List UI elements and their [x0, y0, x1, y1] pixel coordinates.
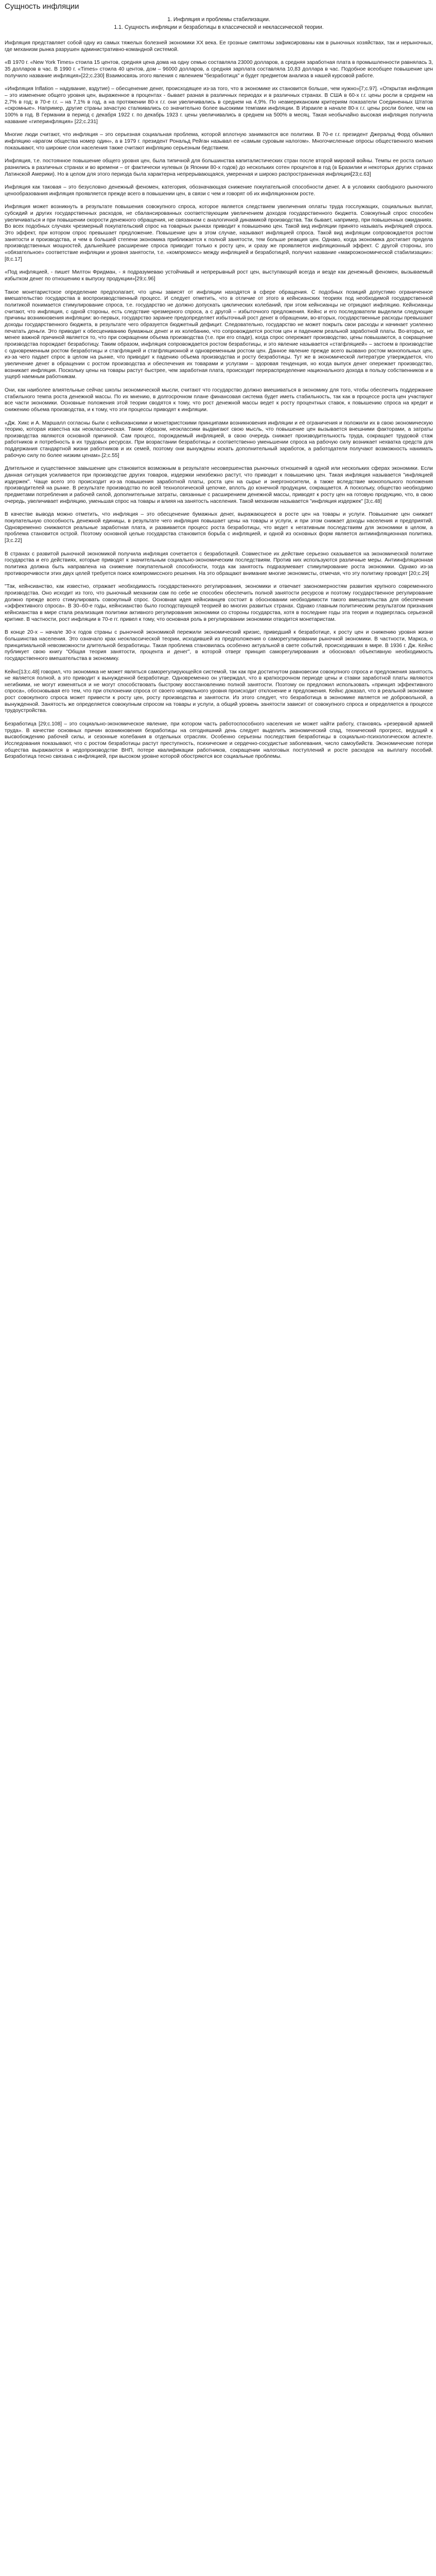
subsection-heading: 1.1. Сущность инфляции и безработицы в классической и неклассической теории.: [114, 24, 324, 30]
paragraph: «В 1970 г. «New York Times» стоила 15 центов, средняя цена дома на одну семью составляла 23000 долларов, а средняя заработная плата в промышленности равнялась 3, 35 долларов в час. В 1990 г. «Times» стоила 40 центов, дом – 96000 долларов, а средняя зарплата составляла 10,83 доллара в час. Подобное всеобщее повышение цен получило название инфляция»[22;с.230] Взаимосвязь этого явления с явлением "безработица" и будет предметом анализа в нашей курсовой работе.: [5, 60, 433, 79]
paragraph: Инфляция, т.е. постоянное повышение общего уровня цен, была типичной для большинства капиталистических стран после второй мировой войны. Темпы ее роста сильно разнились в различных странах и во времени – от фактически нулевых (в Японии 80-х годов) до нескольких сотен процентов в год (в Бразилии и некоторых других странах Латинской Америки). Но в целом для этого периода была характерна непрерывающаяся, умеренная и широко распространенная инфляция[23;с.63]: [5, 158, 433, 177]
paragraph: «Дж. Хикс и А. Маршалл согласны были с кейнсианскими и монетаристскими принципами возникновения инфляции и её ограничения и положили их в свою экономическую теорию, которая известна как неоклассическая. Таким образом, неоклассики выдвигают свою мысль, что повышение цен вызывается внешними факторами, а затраты производства являются основной причиной. Сам процесс, порождаемый инфляцией, в свою очередь снижает производительность труда, сокращает трудовой стаж работников и потребность в их трудовых ресурсах. При возрастании безработицы и соответственно уменьшении спроса на рабочую силу возникает нехватка средств для поддержания стандартной жизни работников и их семей, поэтому они вынуждены искать дополнительный заработок, а работодатели получают возможность нанимать рабочую силу по более низким ценам».[2;с.55]: [5, 420, 433, 459]
paragraph: В конце 20-х – начале 30-х годов страны с рыночной экономикой пережили экономический кризис, приведший к безработице, к росту цен и снижению уровня жизни большинства населения. Это означало крах неоклассической теории, исходившей из предположения о саморегулировании рыночной экономики. В частности, Маркса, о принципиальной невозможности длительной безработицы. Такая проблема становилась особенно актуальной в свете событий, происходивших в мире. В 1936 г. Дж. Кейнс публикует свою книгу "Общая теория занятости, процента и денег", в которой отверг принцип саморегулирования и обосновал объективную необходимость государственного вмешательства в экономику.: [5, 630, 433, 662]
section-heading: 1. Инфляция и проблемы стабилизации.: [167, 16, 270, 23]
page-title: Сущность инфляции: [5, 2, 79, 11]
paragraph: «Под инфляцией, - пишет Милтон Фридман, - я подразумеваю устойчивый и непрерывный рост цен, выступающий всегда и везде как денежный феномен, вызываемый избытком денег по отношению к выпуску продукции»[29;с.96]: [5, 269, 433, 282]
paragraph: Инфляция может возникнуть в результате повышения совокупного спроса, которое является следствием увеличения оплаты труда госслужащих, социальных выплат, субсидий и других государственных расходов, не сбалансированных соответствующим увеличением доходов государственного бюджета. Совокупный спрос способен увеличиваться и при повышении скорости денежного обращения, не связанном с аналогичной динамикой производства. Так бывает, например, при повышенных ожиданиях. Во всех подобных случаях чрезмерный покупательский спрос на товарных рынках приводит к повышению цен. Такой вид инфляции принято называть инфляцией спроса. Это эффект, при котором спрос превышает предложение. Повышение цен в этом случае, называют инфляцией спроса. Такой вид инфляции сопровождается ростом занятости и производства, и чем в большей степени экономика приближается к полной занятости, тем больше реакция цен. Однако, когда экономика достигает предела производственных мощностей, дальнейшее расширение спроса приводит только к росту цен, и сразу же проявляется инфляционный эффект. С другой стороны, это «обязательное» соответствие инфляции и уровня занятости, т.е. «компромисс» между инфляцией и безработицей, получил название «макроэкономической стабилизации»:[8;с.17]: [5, 204, 433, 262]
paragraph: Такое монетаристское определение предполагает, что цены зависят от инфляции находятся в сфере обращения. С подобных позиций допустимо ограниченное вмешательство государства в воспроизводственный процесс. И следует отметить, что в отличие от этого в кейнсианских теориях под необходимой государственной политикой понимается стимулирование спроса, т.е. государство не должно допускать циклических колебаний, при этом кейнсианцы не отрицают инфляцию. Кейнсианцы считают, что инфляция, с одной стороны, есть следствие чрезмерного спроса, а с другой – избыточного предложения. Кейнс и его последователи выделили следующие причины возникновения инфляции: во-первых, государство заранее предопределяет избыточный рост денег в обращении, во-вторых, государственные расходы превышают доходы государственного бюджета, в результате чего образуется бюджетный дефицит. Следовательно, государство не может покрыть свои расходы и начинает усиленно печатать деньги. Это приводит к обесцениванию бумажных денег и их колебанию, что сопровождается ростом цен и падением реальной заработной платы. Во-вторых, не менее важной причиной является то, что при сокращении объема производства (т.е. при его спаде), когда спрос опережает производство, цены повышаются, а сокращение производства порождает безработицу. Таким образом, инфляция сопровождается ростом безработицы, и это явление называется «стагфляцией» – застоем в производстве с одновременным ростом безработицы и стагфляцией и стагфляционной и одновременным ростом цен. Данное явление прежде всего вызвано ростом монопольных цен, из-за чего падает спрос в целом на рынке, что приводит к падению объема производства и росту безработицы. Тут же в экономической литературе утверждается, что увеличение денег в обращении с ростом производства и обеспечения их товарами и услугами – здоровая тенденция, но когда выпуск денег опережает производство, возникает инфляция. Поскольку цены на товары растут быстрее, чем заработная плата, происходит перераспределение национального дохода в пользу собственников и в ущерб наемным работникам.: [5, 289, 433, 380]
paragraph: Безработица [29;с.108] – это социально-экономическое явление, при котором часть работоспособного населения не может найти работу, становясь «резервной армией труда». В качестве основных причин возникновения безработицы на сегодняшний день следует выделить экономический спад, технический прогресс, ведущий к высвобождению рабочей силы, и сезонные колебания в отдельных отраслях. Особенно серьезны последствия безработицы в социально-психологическом аспекте. Исследования показывают, что с ростом безработицы растут преступность, психические и сердечно-сосудистые заболевания, число самоубийств. Экономические потери общества выражаются в недопроизводстве ВНП, потере квалификации работников, сокращении налоговых поступлений и росте расходов на выплату пособий. Безработица тесно связана с инфляцией, при высоком уровне которой обостряются все социальные проблемы.: [5, 721, 433, 760]
paragraph: Многие люди считают, что инфляция – это серьезная социальная проблема, которой вплотную занимаются все политики. В 70-е г.г. президент Джеральд Форд объявил инфляцию «врагом общества номер один», а в 1979 г. президент Рональд Рейган называл ее «самым суровым налогом». Многочисленные опросы общественного мнения показывают, что широкие слои населения также считают инфляцию серьезным бедствием.: [5, 132, 433, 151]
paragraph: Инфляция как таковая – это безусловно денежный феномен, категория, обозначающая снижение покупательной способности денег. А в условиях свободного рыночного ценообразования инфляция проявляется прежде всего в повышении цен, в связи с чем и говорят об их инфляционном росте.: [5, 184, 433, 197]
paragraph: В странах с развитой рыночной экономикой получила инфляция сочетается с безработицей. Совместное их действие серьезно сказывается на экономической политике государства и его действиях, которые приводят к значительным социально-экономическим последствиям. Против них используются различные меры. Антиинфляционная политика должна быть направлена на снижение покупательной способности, тогда как занятость подразумевает стимулирование роста экономики. Однако из-за противоречивости этих двух целей требуется поиск компромиссного решения. На это обращают внимание многие экономисты, отмечая, что эту политику проводят [20;с.29]: [5, 551, 433, 577]
paragraph: В качестве вывода можно отметить, что инфляция – это обесценение бумажных денег, выражающееся в росте цен на товары и услуги. Повышение цен снижает покупательную способность денежной единицы, в результате чего инфляция повышает цены на товары и услуги, и при этом снижает доходы населения и предприятий. Одновременно снижаются реальные заработная плата, и развивается процесс роста безработицы, что ведет к негативным последствиям для экономики в целом, а проблема становится острой. Поэтому основной целью государства становится борьба с инфляцией, и одной из основных форм является антиинфляционная политика.[3;с.22]: [5, 512, 433, 544]
paragraph: Кейнс[13;с.48] говорил, что экономика не может являться саморегулирующейся системой, так как при достигнутом равновесии совокупного спроса и предложения занятость не является полной, а это приводит к вынужденной безработице. Одновременно он утверждал, что в краткосрочном периоде цены и ставки заработной платы являются негибкими, не могут изменяться и не могут способствовать быстрому восстановлению полной занятости. Поэтому он предложил использовать «принцип эффективного спроса», обосновывая его тем, что при отклонении спроса от своего нормального уровня происходит отклонение и предложения. Кейнс доказал, что в реальной экономике рост совокупного спроса может привести к росту цен, росту производства и занятости. Из этого следует, что безработица в экономике является не добровольной, а вынужденной. Занятость же определяется совокупным спросом на товары и услуги, а общий уровень занятости зависит от совокупного спроса и определяется в процессе трудоустройства.: [5, 669, 433, 714]
paragraph: Они, как наиболее влиятельные сейчас школы экономической мысли, считают что государство должно вмешиваться в экономику для того, чтобы обеспечить поддержание стабильного темпа роста денежной массы. По их мнению, в долгосрочном плане финансовая система будет иметь стабильность, так как в процессе роста цен участвуют все части экономики. Основные положения этой теории сводятся к тому, что рост денежной массы ведет к росту процентных ставок, к повышению спроса на кредит и снижению объема производства, и к тому, что эти процессы приводят к инфляции.: [5, 387, 433, 413]
paragraph: «Инфляция Inflation – надувание, вздутие) – обесценение денег, происходящее из-за того, что в экономике их становится больше, чем нужно»[7;с.97]. «Открытая инфляция – это изменение общего уровня цен, выраженное в процентах - бывает разная в различных периодах и в различных странах. В США в 60-х г.г. цены росли в среднем на 2,7% в год; в 70-е г.г. – на 7,1% в год, а на протяжении 80-х г.г. они увеличивались в среднем на 4,9%. По неамериканским критериям показатели Соединенных Штатов «скромные». Например, другие страны зачастую сталкивались со значительно более высокими темпами инфляции. В Израиле в начале 80-х г.г. цены росли более, чем на 100% в год. В Германии в период с декабря 1922 г. по декабрь 1923 г. цены увеличивались в среднем на 500% в месяц. Такая необычайно высокая инфляция получила название «гиперинфляция» [22;с.231]: [5, 86, 433, 125]
document-body: [5, 40, 433, 760]
paragraph: Длительное и существенное завышение цен становится возможным в результате несовершенства рыночных отношений в одной или нескольких сферах экономики. Если данная ситуация усиливается при производстве других товаров, издержки неизбежно растут, что приводит к повышению цен. Такая инфляция называется "инфляцией издержек". Чаще всего это происходит из-за повышения заработной платы, роста цен на сырье и энергоносители, а также вследствие монопольного положения производителей на рынке. В результате производство по всей технологической цепочке, вплоть до конечной продукции, сокращается. А поскольку, общество необходимо предметами потребления и рабочей силой, дополнительные затраты, связанные с расширением денежной массы, приводят к росту цен на готовую продукцию, что, в свою очередь, увеличивает инфляцию, уменьшая спрос на товары и влияя на занятость населения. Такой механизм называется "инфляция издержек" [3;с.48]: [5, 466, 433, 504]
paragraph: "Так, кейнсианство, как известно, отражает необходимость государственного регулирования, экономики и отвечает закономерностям развития крупного современного производства. Оно исходит из того, что рыночный механизм сам по себе не способен обеспечить полной занятости ресурсов и поэтому государственное регулирование должно прежде всего стимулировать совокупный спрос. Основная идея кейнсианцев состоит в обосновании необходимости такого вмешательства для обеспечения «эффективного спроса». В 30–60-е годы, кейнсианство было господствующей теорией во многих развитых странах. Однако главным политическим результатом признания кейнсианства в мире стала реализация политики активного регулирования экономики со стороны государства, хотя в последние годы эта теория и подверглась серьезной критике. В частности, рост инфляции в 70-е гг. привел к тому, что основная роль в регулировании экономики отводится монетаристам.: [5, 584, 433, 622]
document: [0, 2, 436, 760]
paragraph: Инфляция представляет собой одну из самых тяжелых болезней экономики XX века. Ее грозные симптомы зафиксированы как в рыночных хозяйствах, так и нерыночных, где механизм рынка разрушен административно-командной системой.: [5, 40, 433, 53]
